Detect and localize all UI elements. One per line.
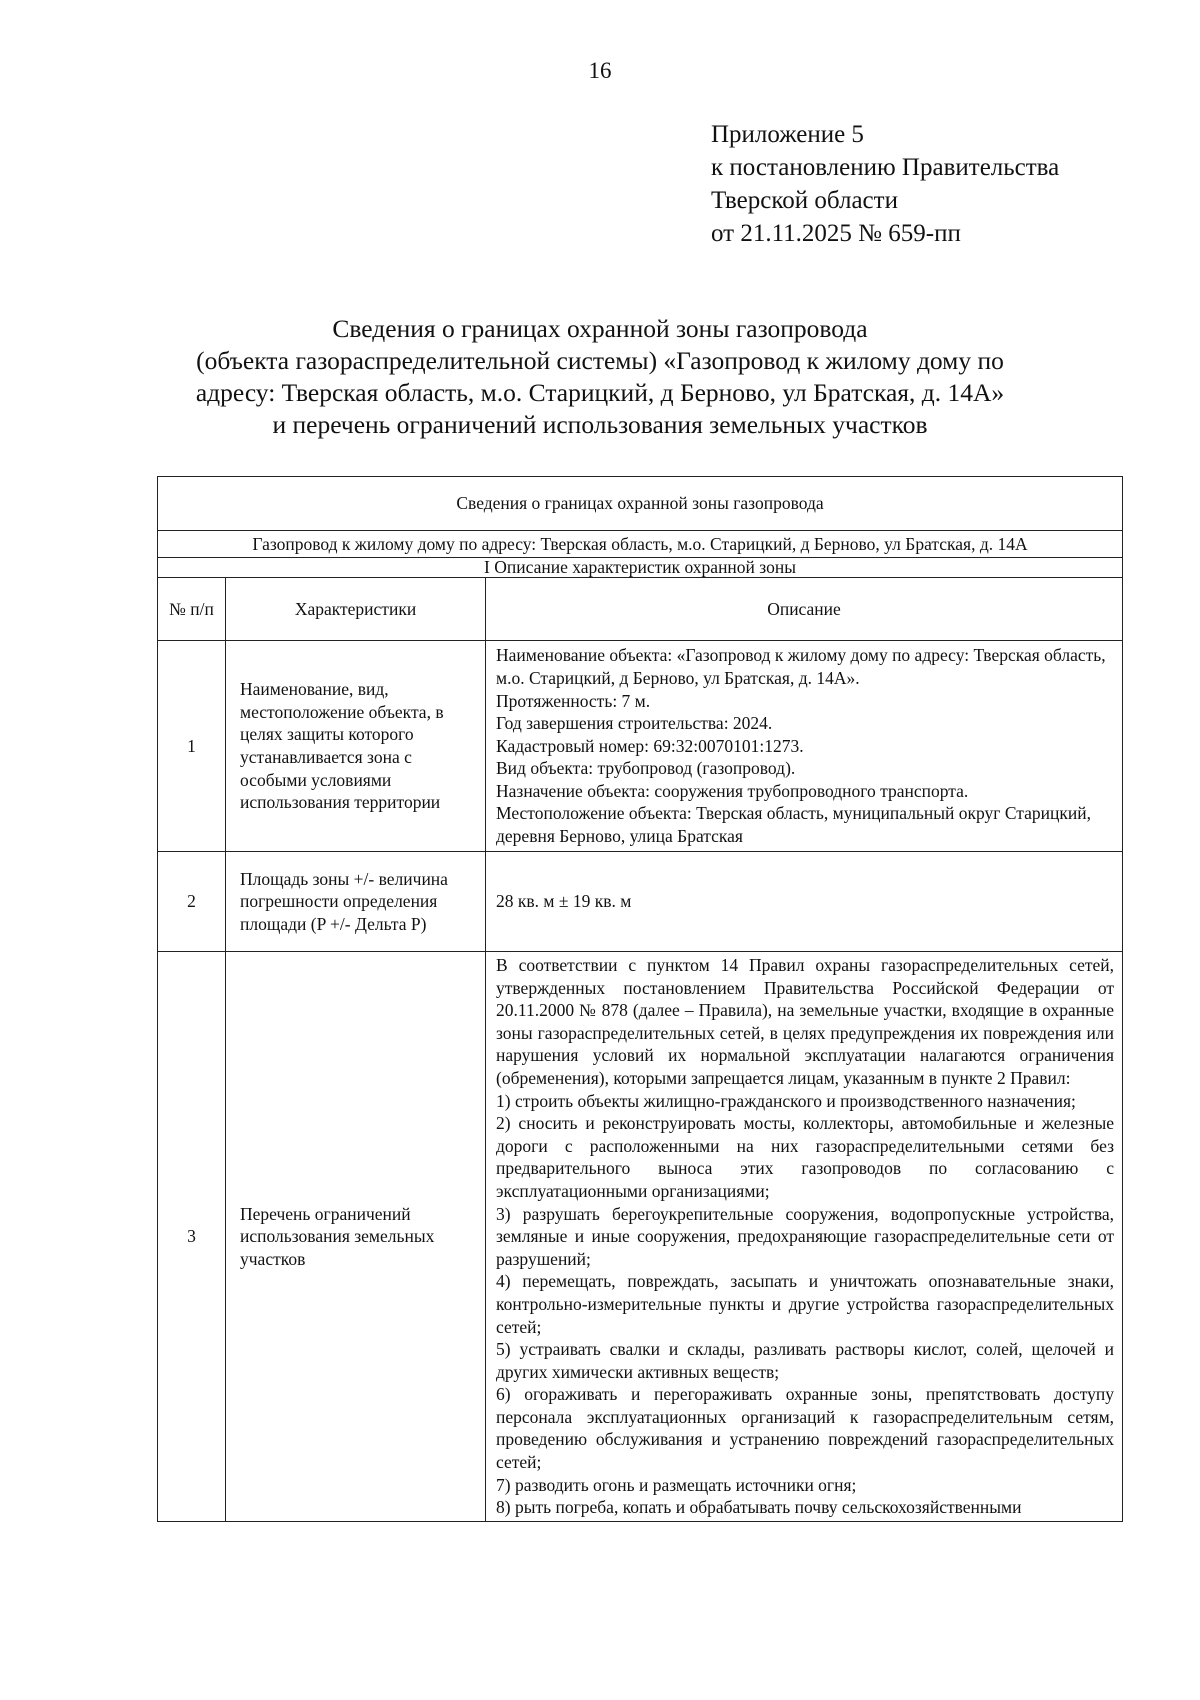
- row-description: [486, 952, 1123, 1522]
- appendix-block: [711, 118, 1059, 250]
- table-header-object: Газопровод к жилому дому по адресу: Тверская область, м.о. Старицкий, д Берново, ул Братская, д. 14А: [158, 531, 1123, 558]
- description-line: Кадастровый номер: 69:32:0070101:1273.: [496, 735, 804, 756]
- title-line: адресу: Тверская область, м.о. Старицкий, д Берново, ул Братская, д. 14А»: [195, 378, 1005, 407]
- appendix-line: от 21.11.2025 № 659-пп: [711, 220, 961, 247]
- description-paragraph: 3) разрушать берегоукрепительные сооружения, водопропускные устройства, земляные и иные сооружения, предохраняющие газораспределительные сети от разрушений;: [496, 1203, 1115, 1269]
- description-line: Наименование объекта: «Газопровод к жилому дому по адресу: Тверская область, м.о. Старицкий, д Берново, ул Братская, д. 14А».: [496, 645, 1106, 688]
- description-paragraph: 6) огораживать и перегораживать охранные зоны, препятствовать доступу персонала эксплуатационных организаций к газораспределительным сетям, проведению обслуживания и устранению повреждений газораспределительных сетей;: [496, 1384, 1115, 1473]
- description-paragraph: 5) устраивать свалки и склады, разливать растворы кислот, солей, щелочей и других химически активных веществ;: [496, 1339, 1115, 1382]
- row-number: 2: [158, 852, 226, 952]
- description-line: Назначение объекта: сооружения трубопроводного транспорта.: [496, 780, 969, 801]
- row-characteristic: Перечень ограничений использования земельных участков: [226, 952, 486, 1522]
- document-title: [60, 313, 1140, 441]
- title-line: (объекта газораспределительной системы) «Газопровод к жилому дому по: [196, 346, 1004, 375]
- description-line: 28 кв. м ± 19 кв. м: [496, 891, 632, 912]
- appendix-line: Тверской области: [711, 187, 898, 214]
- row-description: [486, 852, 1123, 952]
- table-row: [158, 852, 1123, 952]
- row-number: 3: [158, 952, 226, 1522]
- zone-info-table: [157, 476, 1123, 1522]
- page-number: 16: [588, 58, 612, 83]
- description-line: Местоположение объекта: Тверская область, муниципальный округ Старицкий, деревня Берново, улица Братская: [496, 803, 1092, 847]
- table-row: [158, 641, 1123, 852]
- description-line: Год завершения строительства: 2024.: [496, 713, 773, 734]
- description-line: Вид объекта: трубопровод (газопровод).: [496, 758, 796, 779]
- description-line: Протяженность: 7 м.: [496, 690, 651, 711]
- description-paragraph: 8) рыть погреба, копать и обрабатывать почву сельскохозяйственными: [496, 1497, 1022, 1518]
- description-paragraph: 2) сносить и реконструировать мосты, коллекторы, автомобильные и железные дороги с расположенными на них газораспределительными сетями без предварительного выноса этих газопроводов по согласованию с эксплуатационными организациями;: [496, 1113, 1115, 1201]
- row-characteristic: Наименование, вид, местоположение объекта, в целях защиты которого устанавливается зона с особыми условиями использования территории: [226, 641, 486, 852]
- description-paragraph: 1) строить объекты жилищно-гражданского и производственного назначения;: [496, 1090, 1076, 1111]
- appendix-line: к постановлению Правительства: [711, 154, 1060, 181]
- column-header-number: № п/п: [158, 578, 226, 641]
- column-header-description: Описание: [486, 578, 1123, 641]
- table-header-section: I Описание характеристик охранной зоны: [158, 558, 1123, 578]
- row-number: 1: [158, 641, 226, 852]
- description-paragraph: В соответствии с пунктом 14 Правил охраны газораспределительных сетей, утвержденных постановлением Правительства Российской Федерации от 20.11.2000 № 878 (далее – Правила), на земельные участки, входящие в охранные зоны газораспределительных сетей, в целях предупреждения их повреждения или нарушения условий их нормальной эксплуатации налагаются ограничения (обременения), которыми запрещается лицам, указанным в пункте 2 Правил:: [496, 955, 1115, 1088]
- description-paragraph: 7) разводить огонь и размещать источники огня;: [496, 1474, 857, 1495]
- title-line: и перечень ограничений использования земельных участков: [272, 410, 928, 439]
- row-characteristic: Площадь зоны +/- величина погрешности определения площади (P +/- Дельта P): [226, 852, 486, 952]
- column-header-characteristics: Характеристики: [226, 578, 486, 641]
- table-header-main: Сведения о границах охранной зоны газопровода: [158, 477, 1123, 531]
- row-description: [486, 641, 1123, 852]
- description-paragraph: 4) перемещать, повреждать, засыпать и уничтожать опознавательные знаки, контрольно-измерительные пункты и другие устройства газораспределительных сетей;: [496, 1271, 1115, 1337]
- title-line: Сведения о границах охранной зоны газопровода: [332, 314, 868, 343]
- appendix-line: Приложение 5: [711, 121, 864, 148]
- table-row: [158, 952, 1123, 1522]
